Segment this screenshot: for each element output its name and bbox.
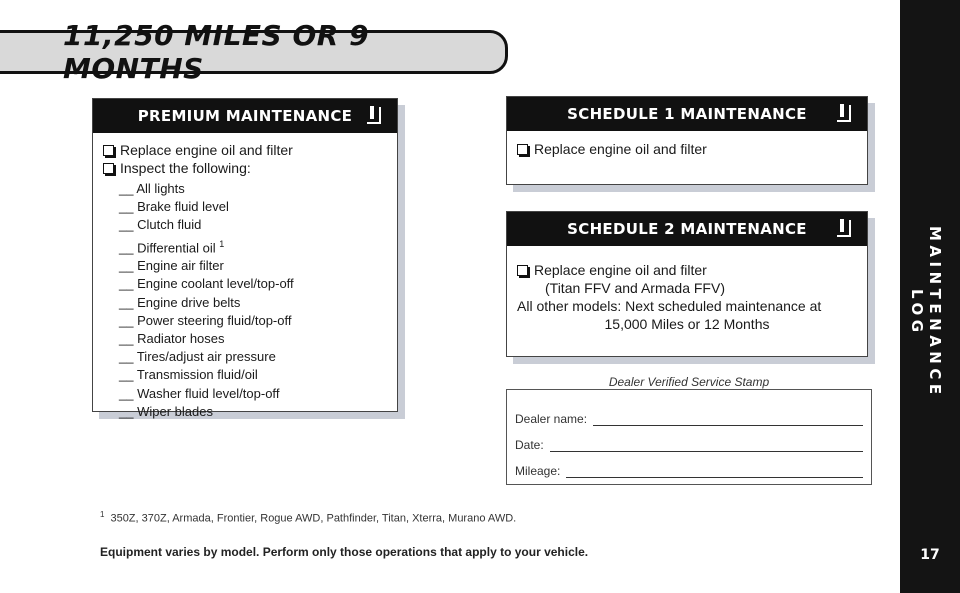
checkbox-icon[interactable] bbox=[517, 265, 528, 276]
premium-item-oil[interactable]: Replace engine oil and filter bbox=[103, 141, 387, 159]
premium-maintenance-box bbox=[92, 98, 398, 419]
checkbox-icon bbox=[367, 107, 381, 124]
page-title: 11,250 MILES OR 9 MONTHS bbox=[63, 19, 370, 85]
footnote-marker: 1 bbox=[100, 510, 105, 519]
inspection-item: __ Tires/adjust air pressure bbox=[119, 348, 387, 366]
schedule-2-item-note: (Titan FFV and Armada FFV) bbox=[545, 280, 725, 296]
dealer-stamp-box bbox=[506, 389, 872, 485]
mileage-row bbox=[515, 452, 863, 478]
date-field[interactable] bbox=[550, 438, 863, 452]
schedule-2-other-models: All other models: Next scheduled maintenance at bbox=[517, 298, 822, 314]
mileage-field[interactable] bbox=[566, 464, 863, 478]
mileage-label: Mileage: bbox=[515, 464, 561, 478]
inspection-item: __ Differential oil $^1$ bbox=[119, 235, 387, 258]
inspection-item: __ Engine drive belts bbox=[119, 294, 387, 312]
checkbox-icon[interactable] bbox=[103, 145, 114, 156]
schedule-1-box bbox=[506, 96, 868, 185]
inspection-item: __ Wiper blades bbox=[119, 403, 387, 421]
inspection-item: __ Radiator hoses bbox=[119, 330, 387, 348]
schedule-2-body bbox=[507, 246, 867, 341]
schedule-1-body bbox=[507, 131, 867, 166]
schedule-2-title: SCHEDULE 2 MAINTENANCE bbox=[567, 220, 807, 238]
dealer-name-label: Dealer name: bbox=[515, 412, 588, 426]
schedule-2-header bbox=[507, 212, 867, 246]
sidebar-label: MAINTENANCE LOG bbox=[908, 226, 944, 399]
checkbox-icon[interactable] bbox=[517, 144, 528, 155]
schedule-1-item-oil[interactable]: Replace engine oil and filter bbox=[517, 140, 857, 158]
dealer-name-field[interactable] bbox=[593, 412, 863, 426]
checkbox-icon bbox=[837, 105, 851, 122]
footnote bbox=[100, 510, 516, 525]
inspection-list bbox=[103, 180, 387, 421]
premium-body bbox=[93, 133, 397, 429]
footnote-ref: 1 bbox=[219, 238, 225, 249]
inspection-item: __ Engine coolant level/top-off bbox=[119, 275, 387, 293]
inspection-item: __ Transmission fluid/oil bbox=[119, 366, 387, 384]
schedule-1-title: SCHEDULE 1 MAINTENANCE bbox=[567, 105, 807, 123]
footnote-text: 350Z, 370Z, Armada, Frontier, Rogue AWD, Pathfinder, Titan, Xterra, Murano AWD. bbox=[110, 512, 517, 525]
page-number: 17 bbox=[920, 547, 940, 563]
title-banner bbox=[0, 19, 508, 85]
inspection-item: __ Washer fluid level/top-off bbox=[119, 385, 387, 403]
checkbox-icon[interactable] bbox=[103, 163, 114, 174]
sidebar bbox=[900, 0, 960, 593]
inspection-item: __ Brake fluid level bbox=[119, 198, 387, 216]
equipment-note: Equipment varies by model. Perform only those operations that apply to your vehicle. bbox=[100, 545, 589, 559]
schedule-2-next: 15,000 Miles or 12 Months bbox=[604, 316, 770, 332]
inspection-item: __ Engine air filter bbox=[119, 257, 387, 275]
dealer-name-row bbox=[515, 400, 863, 426]
schedule-1-header bbox=[507, 97, 867, 131]
schedule-2-box bbox=[506, 211, 868, 357]
checkbox-icon bbox=[837, 220, 851, 237]
premium-item-inspect[interactable]: Inspect the following: bbox=[103, 159, 387, 177]
premium-maintenance-header bbox=[93, 99, 397, 133]
inspection-item: __ All lights bbox=[119, 180, 387, 198]
inspection-item: __ Clutch fluid bbox=[119, 216, 387, 234]
schedule-2-item-oil[interactable]: Replace engine oil and filter bbox=[517, 261, 857, 279]
date-label: Date: bbox=[515, 438, 544, 452]
date-row bbox=[515, 426, 863, 452]
inspection-item: __ Power steering fluid/top-off bbox=[119, 312, 387, 330]
premium-header-title: PREMIUM MAINTENANCE bbox=[137, 107, 353, 125]
stamp-caption: Dealer Verified Service Stamp bbox=[608, 375, 770, 389]
